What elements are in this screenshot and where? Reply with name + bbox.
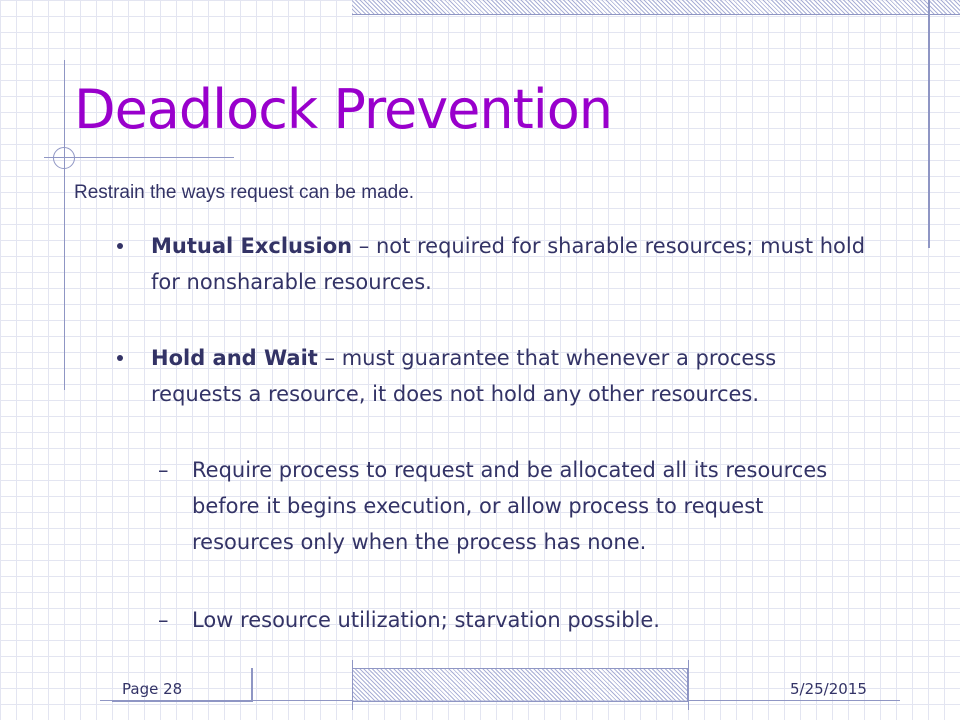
bullet-dot	[117, 243, 123, 249]
bullet-hold-and-wait	[151, 340, 871, 412]
bullet-term: Mutual Exclusion	[151, 234, 353, 258]
top-horizontal-rule	[352, 14, 960, 15]
corner-circle-ornament	[53, 147, 75, 169]
bullet-text: – not required for sharable resources; must hold for nonsharable resources.	[151, 234, 866, 294]
sub-marker: –	[158, 458, 169, 482]
slide-subtitle: Restrain the ways request can be made.	[74, 182, 415, 203]
footer-center-box	[352, 668, 688, 702]
subitem-require-allocation	[158, 452, 852, 560]
footer-date: 5/25/2015	[790, 680, 867, 698]
slide-title: Deadlock Prevention	[74, 78, 613, 141]
top-right-hatched-band	[352, 0, 960, 14]
bullet-mutual-exclusion	[151, 228, 871, 300]
left-vertical-rule	[64, 60, 65, 390]
footer-divider-left	[252, 668, 253, 702]
footer-page-number: Page 28	[122, 680, 183, 698]
footer-divider-right	[688, 660, 689, 710]
bullet-text: – must guarantee that whenever a process requests a resource, it does not hold any other resources.	[151, 346, 777, 406]
footer-divider-center	[352, 660, 353, 710]
subitem-text: Require process to request and be allocated all its resources before it begins execution, or allow process to request resources only when the process has none.	[192, 458, 828, 554]
bullet-term: Hold and Wait	[151, 346, 318, 370]
bullet-dot	[117, 355, 123, 361]
right-vertical-rule	[928, 0, 930, 248]
subitem-text: Low resource utilization; starvation possible.	[192, 608, 660, 632]
sub-marker: –	[158, 608, 169, 632]
subitem-low-utilization	[158, 602, 852, 638]
